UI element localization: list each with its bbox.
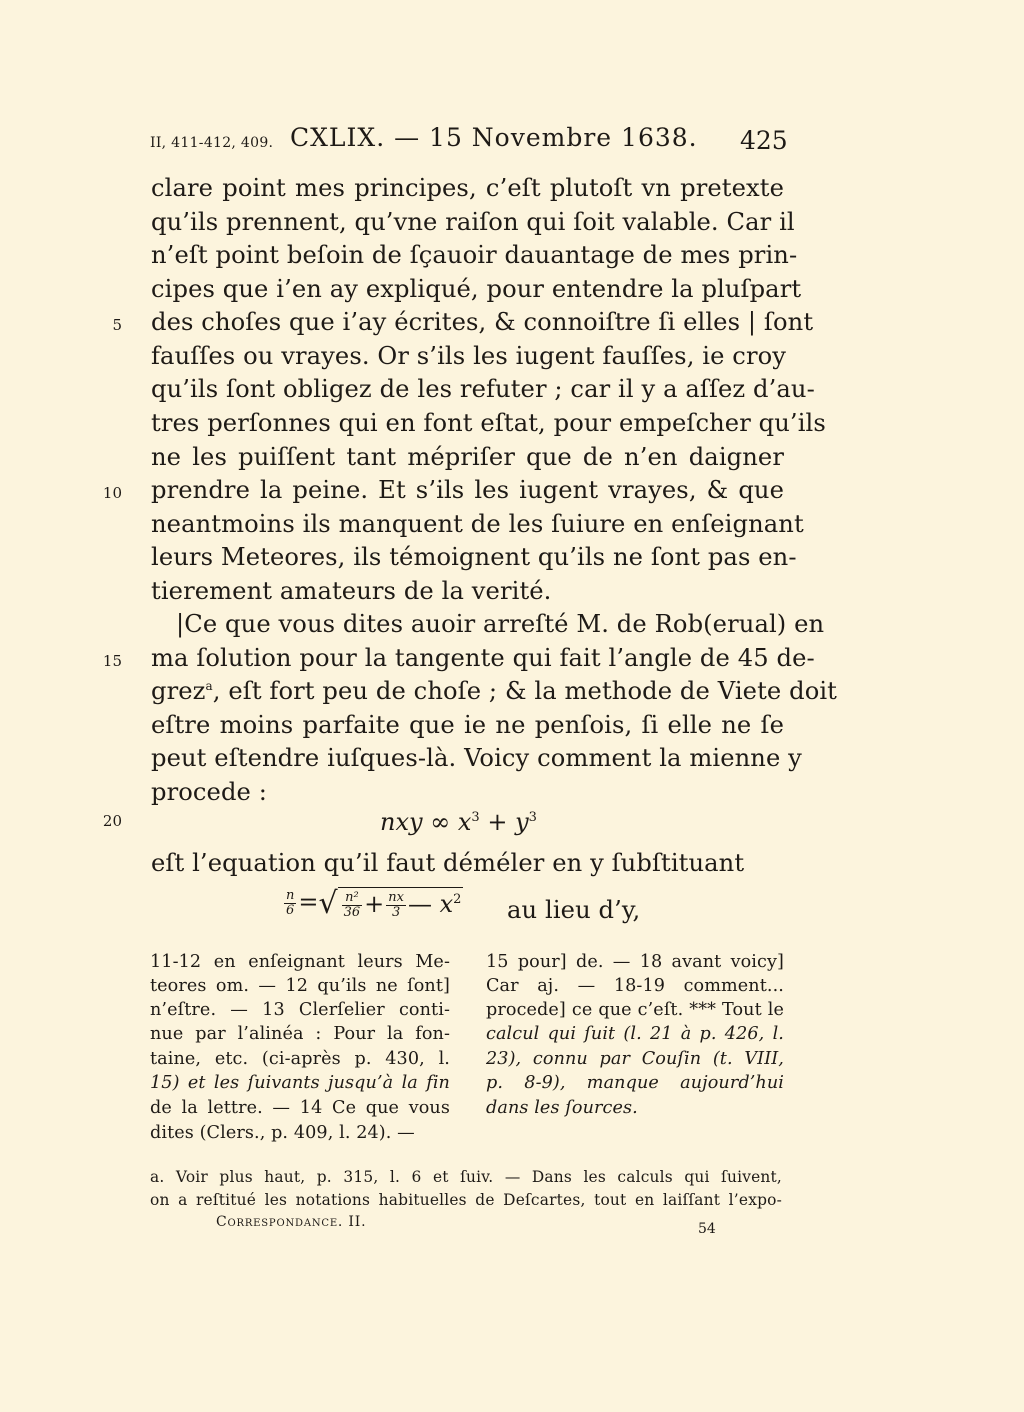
body-line-19: procede : (151, 778, 268, 806)
note-right-5: 23), connu par Couſin (t. VIII, (486, 1049, 784, 1069)
body-line-21: au lieu d’y, (507, 896, 641, 924)
eq2-term1: $\frac{\text{n²}}{36}$ (343, 890, 361, 920)
eq2-x: x (439, 890, 454, 918)
body-line-15: ma ſolution pour la tangente qui fait l’angle de 45 de- (151, 644, 815, 672)
body-line-13: tierement amateurs de la verité. (151, 577, 552, 605)
body-line-20: eſt l’equation qu’il faut déméler en y ſubſtituant (151, 849, 745, 877)
radical-sign-icon: √ (318, 886, 338, 921)
eq2-equals: = (298, 888, 319, 916)
body-line-1: clare point mes principes, c’eſt plutoſt vn pretexte (151, 174, 784, 202)
body-line-9: ne les puiſſent tant mépriſer que de n’en daigner (151, 443, 784, 471)
note-left-3: n’eſtre. — 13 Clerſelier conti- (150, 1000, 450, 1020)
signature-label: Correspondance. II. (216, 1214, 367, 1230)
line-number-5: 5 (112, 316, 122, 334)
line-number-15: 15 (102, 652, 122, 670)
note-left-2: teores om. — 12 qu’ils ne ſont] (150, 976, 450, 996)
body-line-12: leurs Meteores, ils témoignent qu’ils ne ſont pas en- (151, 543, 797, 571)
page-number: 425 (740, 126, 788, 155)
eq1-x: x (457, 808, 472, 836)
eq2-radicand (338, 887, 464, 920)
eq1-plus: + (487, 808, 508, 836)
footnote-line-2: on a reſtitué les notations habituelles de Deſcartes, tout en laiſſant l’expo- (150, 1191, 782, 1209)
eq2-x-exponent: 2 (453, 892, 462, 907)
eq1-y: y (515, 808, 529, 836)
footnote-ref: a (205, 678, 213, 693)
body-line-11: neantmoins ils manquent de les ſuiure en enſeignant (151, 510, 804, 538)
note-left-4: nue par l’alinéa : Pour la fon- (150, 1024, 450, 1044)
eq1-y-exponent: 3 (528, 810, 537, 825)
note-right-1: 15 pour] de. — 18 avant voicy] (486, 952, 784, 972)
note-left-7: de la lettre. — 14 Ce que vous (150, 1098, 450, 1118)
running-head-reference: II, 411-412, 409. (150, 135, 274, 151)
line-number-10: 10 (102, 484, 122, 502)
body-line-7: qu’ils ſont obligez de les refuter ; car il y a aſſez d’au- (151, 375, 815, 403)
body-line-8: tres perſonnes qui en font eſtat, pour empeſcher qu’ils (151, 409, 826, 437)
note-left-5: taine, etc. (ci-après p. 430, l. (150, 1049, 450, 1069)
body-line-17: eſtre moins parfaite que ie ne penſois, ſi elle ne ſe (151, 711, 784, 739)
note-right-6: p. 8-9), manque aujourd’hui (486, 1073, 784, 1093)
note-left-1: 11-12 en enſeignant leurs Me- (150, 952, 450, 972)
body-line-16 (151, 677, 837, 705)
footnote-line-1: a. Voir plus haut, p. 315, l. 6 et ſuiv. — Dans les calculs qui ſuivent, (150, 1168, 782, 1186)
note-left-6: 15) et les ſuivants jusqu’à la fin (150, 1073, 450, 1093)
body-line-16-start: grez (151, 677, 206, 705)
body-line-2: qu’ils prennent, qu’vne raiſon qui ſoit valable. Car il (151, 208, 795, 236)
running-head-title: CXLIX. — 15 Novembre 1638. (290, 123, 698, 152)
eq2-fraction-n-over-6: $\frac{n}{6}$ (286, 888, 295, 918)
eq2-plus: + (364, 890, 385, 918)
note-right-7: dans les ſources. (486, 1098, 638, 1118)
body-line-5: des choſes que i’ay écrites, & connoiſtre ſi elles | ſont (151, 308, 814, 336)
body-line-6: fauſſes ou vrayes. Or s’ils les iugent fauſſes, ie croy (151, 342, 787, 370)
body-line-3: n’eſt point beſoin de ſçauoir dauantage de mes prin- (151, 241, 798, 269)
eq1-lhs: nxy (380, 808, 423, 836)
line-number-20: 20 (102, 812, 122, 830)
note-right-3: procede] ce que c’eſt. *** Tout le (486, 1000, 784, 1020)
equation-1 (380, 808, 537, 836)
eq1-relation: ∞ (430, 808, 451, 836)
eq2-minus: — (407, 890, 432, 918)
equation-2 (282, 886, 463, 921)
note-left-8: dites (Clers., p. 409, l. 24). — (150, 1123, 415, 1143)
eq1-x-exponent: 3 (471, 810, 480, 825)
body-line-4: cipes que i’en ay expliqué, pour entendre la pluſpart (151, 275, 802, 303)
eq2-term2: $\frac{nx}{3}$ (388, 890, 404, 920)
body-line-18: peut eſtendre iuſques-là. Voicy comment la mienne y (151, 744, 802, 772)
signature-number: 54 (698, 1221, 716, 1237)
body-line-10: prendre la peine. Et s’ils les iugent vrayes, & que (151, 476, 784, 504)
note-right-4: calcul qui ſuit (l. 21 à p. 426, l. (486, 1024, 784, 1044)
body-line-14: |Ce que vous dites auoir arreſté M. de Rob(erual) en (176, 610, 825, 638)
body-line-16-end: , eſt fort peu de choſe ; & la methode de Viete doit (212, 677, 838, 705)
note-right-2: Car aj. — 18-19 comment... (486, 976, 784, 996)
